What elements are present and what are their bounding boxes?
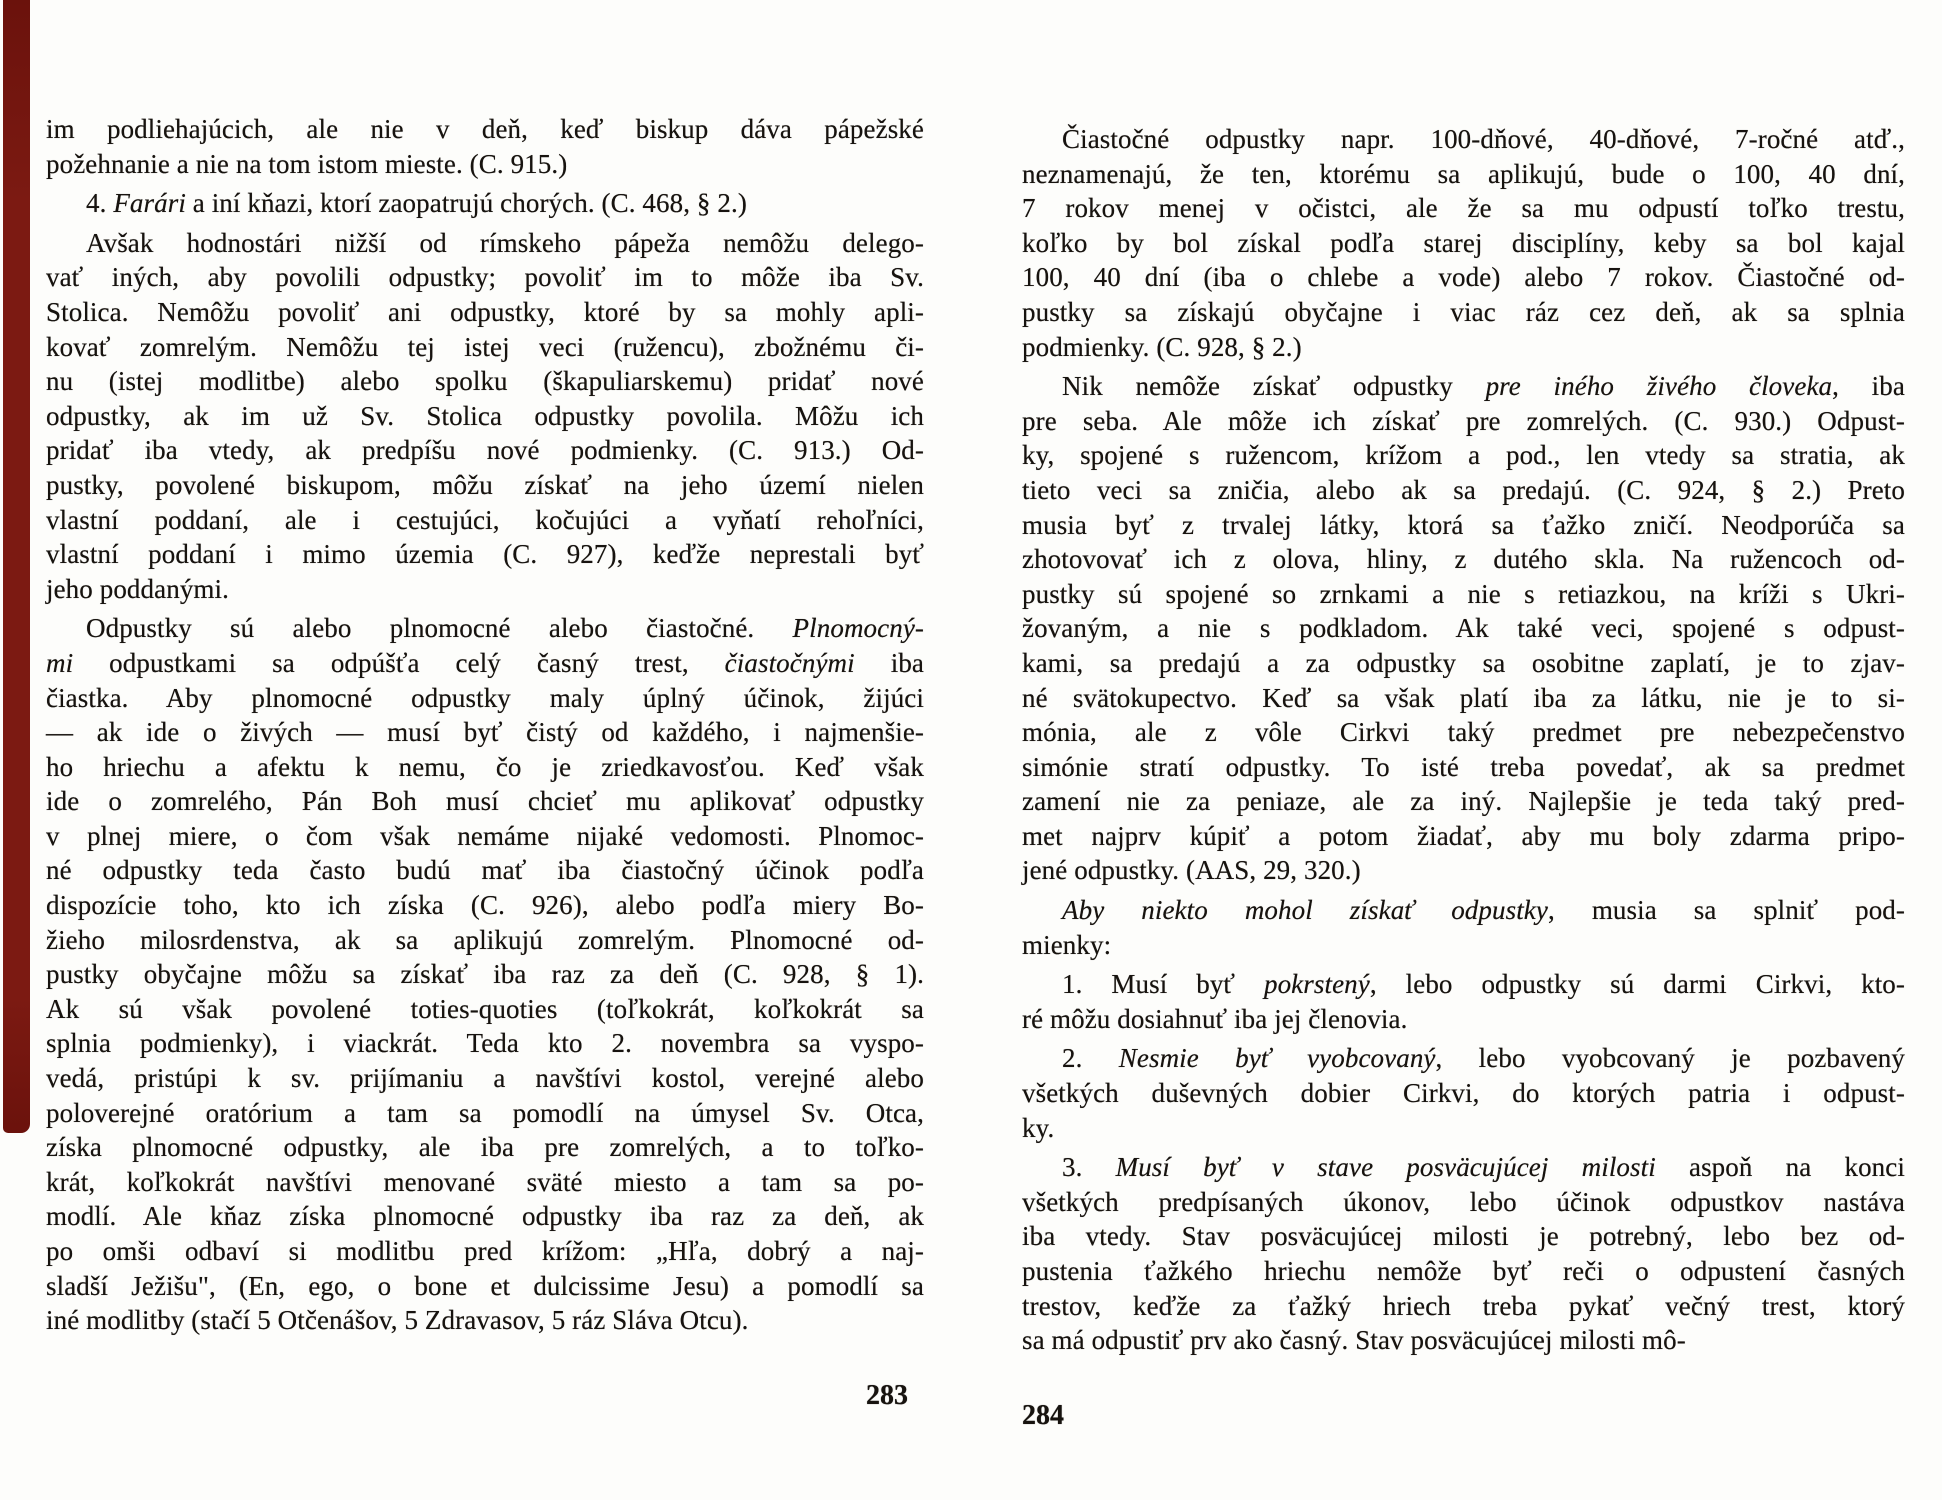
text-line: odpustky, ak im už Sv. Stolica odpustky povolila. Môžu ich [46, 400, 924, 431]
text-line: tieto veci sa zničia, alebo ak sa predajú. (C. 924, § 2.) Preto [1022, 474, 1905, 505]
text-line: Nik nemôže získať odpustky pre iného živého človeka, iba [1062, 371, 1905, 402]
text-line: krát, koľkokrát navštívi menované sväté miesto a tam sa po- [46, 1166, 924, 1197]
text-line: jeho poddanými. [46, 573, 229, 604]
text-line: met najprv kúpiť a potom žiadať, aby mu boly zdarma pripo- [1022, 820, 1905, 851]
text-line: im podliehajúcich, ale nie v deň, keď biskup dáva pápežské [46, 114, 924, 144]
text-line: Ak sú však povolené toties-quoties (toľkokrát, koľkokrát sa [46, 993, 924, 1024]
text-line: Čiastočné odpustky napr. 100-dňové, 40-dňové, 7-ročné atď., [1062, 124, 1905, 154]
right-page-text [1022, 122, 1905, 1358]
text-line: kami, sa predajú a za odpustky sa osobitne zaplatí, je to zjav- [1022, 647, 1905, 678]
text-line: podmienky. (C. 928, § 2.) [1022, 331, 1302, 362]
text-line: po omši odbaví si modlitbu pred krížom: „Hľa, dobrý a naj- [46, 1236, 924, 1266]
text-line: všetkých predpísaných úkonov, lebo účinok odpustkov nastáva [1022, 1186, 1905, 1217]
text-line: vať iných, aby povolili odpustky; povoliť im to môže iba Sv. [46, 262, 924, 293]
text-line: sladší Ježišu", (En, ego, o bone et dulcissime Jesu) a pomodlí sa [46, 1270, 924, 1301]
paragraph [1022, 369, 1905, 888]
text-line: všetkých duševných dobier Cirkvi, do ktorých patria i odpust- [1022, 1078, 1905, 1109]
paragraph [46, 112, 924, 181]
text-line: neznamenajú, že ten, ktorému sa aplikujú, bude o 100, 40 dní, [1022, 158, 1905, 189]
page-number-right: 284 [1022, 1399, 1064, 1431]
text-line: zhotovovať ich z olova, hliny, z dutého skla. Na ružencoch od- [1022, 544, 1905, 575]
text-line: vedá, pristúpi k sv. prijímaniu a navštívi kostol, verejné alebo [46, 1063, 924, 1094]
text-line: dispozície toho, kto ich získa (C. 926), alebo podľa miery Bo- [46, 890, 924, 921]
paragraph [1022, 893, 1905, 962]
text-line: žieho milosrdenstva, ak sa aplikujú zomrelým. Plnomocné od- [46, 924, 924, 955]
text-line: jené odpustky. (AAS, 29, 320.) [1022, 855, 1361, 886]
text-line: 3. Musí byť v stave posväcujúcej milosti aspoň na konci [1062, 1152, 1905, 1183]
text-line: Avšak hodnostári nižší od rímskeho pápeža nemôžu delego- [86, 227, 924, 258]
text-line: poloverejné oratórium a tam sa pomodlí na úmysel Sv. Otca, [46, 1097, 924, 1128]
text-line: modlí. Ale kňaz získa plnomocné odpustky iba raz za deň, ak [46, 1201, 924, 1232]
text-line: vlastní poddaní, ale i cestujúci, kočujúci a vyňatí rehoľníci, [46, 504, 924, 535]
paragraph [46, 611, 924, 1337]
paragraph [46, 186, 924, 221]
left-page [46, 112, 924, 1412]
text-line: zamení nie za peniaze, ale za iný. Najlepšie je teda taký pred- [1022, 786, 1905, 817]
paragraph [1022, 1041, 1905, 1145]
paragraph [1022, 1150, 1905, 1358]
text-line: 2. Nesmie byť vyobcovaný, lebo vyobcovaný je pozbavený [1062, 1043, 1905, 1074]
text-line: Aby niekto mohol získať odpustky, musia sa splniť pod- [1062, 895, 1905, 926]
text-line: sa má odpustiť prv ako časný. Stav posväcujúcej milosti mô- [1022, 1325, 1686, 1356]
text-line: 100, 40 dní (iba o chlebe a vode) alebo 7 rokov. Čiastočné od- [1022, 262, 1905, 293]
text-line: ky. [1022, 1112, 1055, 1143]
text-line: Odpustky sú alebo plnomocné alebo čiastočné. Plnomocný- [86, 613, 924, 644]
paragraph [46, 226, 924, 607]
text-line: pridať iba vtedy, ak predpíšu nové podmienky. (C. 913.) Od- [46, 435, 924, 466]
text-line: čiastka. Aby plnomocné odpustky maly úplný účinok, žijúci [46, 682, 924, 713]
text-line: simónie stratí odpustky. To isté treba povedať, ak sa predmet [1022, 751, 1905, 782]
text-line: musia byť z trvalej látky, ktorá sa ťažko zničí. Neodporúča sa [1022, 509, 1905, 540]
right-page [1022, 122, 1905, 1432]
text-line: 1. Musí byť pokrstený, lebo odpustky sú darmi Cirkvi, kto- [1062, 969, 1905, 1000]
text-line: požehnanie a nie na tom istom mieste. (C. 915.) [46, 148, 568, 179]
text-line: pustenia ťažkého hriechu nemôže byť reči o odpustení časných [1022, 1256, 1905, 1286]
text-line: získa plnomocné odpustky, ale iba pre zomrelých, a to toľko- [46, 1132, 924, 1163]
text-line: vlastní poddaní i mimo územia (C. 927), keďže neprestali byť [46, 539, 924, 570]
text-line: pustky sa získajú obyčajne i viac ráz cez deň, ak sa splnia [1022, 296, 1905, 327]
text-line: pustky, povolené biskupom, môžu získať na jeho území nielen [46, 469, 924, 500]
text-line: trestov, keďže za ťažký hriech treba pykať večný trest, ktorý [1022, 1290, 1905, 1321]
text-line: pustky sú spojené so zrnkami a nie s retiazkou, na kríži s Ukri- [1022, 578, 1905, 609]
text-line: splnia podmienky), i viackrát. Teda kto 2. novembra sa vyspo- [46, 1028, 924, 1059]
text-line: koľko by bol získal podľa starej disciplíny, keby sa bol kajal [1022, 227, 1905, 258]
text-line: iné modlitby (stačí 5 Otčenášov, 5 Zdravasov, 5 ráz Sláva Otcu). [46, 1305, 749, 1336]
text-line: žovaným, a nie s podkladom. Ak také veci, spojené s odpust- [1022, 613, 1905, 644]
text-line: pre seba. Ale môže ich získať pre zomrelých. (C. 930.) Odpust- [1022, 405, 1905, 436]
text-line: ré môžu dosiahnuť iba jej členovia. [1022, 1003, 1408, 1034]
text-line: né odpustky teda často budú mať iba čiastočný účinok podľa [46, 855, 924, 886]
text-line: ide o zomrelého, Pán Boh musí chcieť mu aplikovať odpustky [46, 786, 924, 817]
paragraph [1022, 967, 1905, 1036]
text-line: pustky obyčajne môžu sa získať iba raz za deň (C. 928, § 1). [46, 959, 924, 990]
book-edge-strip [3, 0, 30, 1133]
text-line: 7 rokov menej v očistci, ale že sa mu odpustí toľko trestu, [1022, 193, 1905, 224]
text-line: mienky: [1022, 929, 1112, 960]
text-line: ky, spojené s ružencom, krížom a pod., len vtedy sa stratia, ak [1022, 440, 1905, 471]
text-line: iba vtedy. Stav posväcujúcej milosti je potrebný, lebo bez od- [1022, 1221, 1905, 1252]
text-line: 4. Farári a iní kňazi, ktorí zaopatrujú chorých. (C. 468, § 2.) [86, 188, 747, 219]
text-line: ho hriechu a afektu k nemu, čo je zriedkavosťou. Keď však [46, 751, 924, 782]
text-line: né svätokupectvo. Keď sa však platí iba za látku, nie je to si- [1022, 682, 1905, 713]
text-line: kovať zomrelým. Nemôžu tej istej veci (ružencu), zbožnému či- [46, 331, 924, 362]
paragraph [1022, 122, 1905, 364]
text-line: — ak ide o živých — musí byť čistý od každého, i najmenšie- [46, 717, 924, 748]
page-number-left: 283 [866, 1379, 908, 1411]
left-page-text [46, 112, 924, 1338]
text-line: Stolica. Nemôžu povoliť ani odpustky, ktoré by sa mohly apli- [46, 296, 924, 327]
text-line: nu (istej modlitbe) alebo spolku (škapuliarskemu) pridať nové [46, 366, 924, 397]
text-line: mónia, ale z vôle Cirkvi taký predmet pre nebezpečenstvo [1022, 717, 1905, 748]
text-line: mi odpustkami sa odpúšťa celý časný trest, čiastočnými iba [46, 647, 925, 678]
text-line: v plnej miere, o čom však nemáme nijaké vedomosti. Plnomoc- [46, 820, 924, 851]
